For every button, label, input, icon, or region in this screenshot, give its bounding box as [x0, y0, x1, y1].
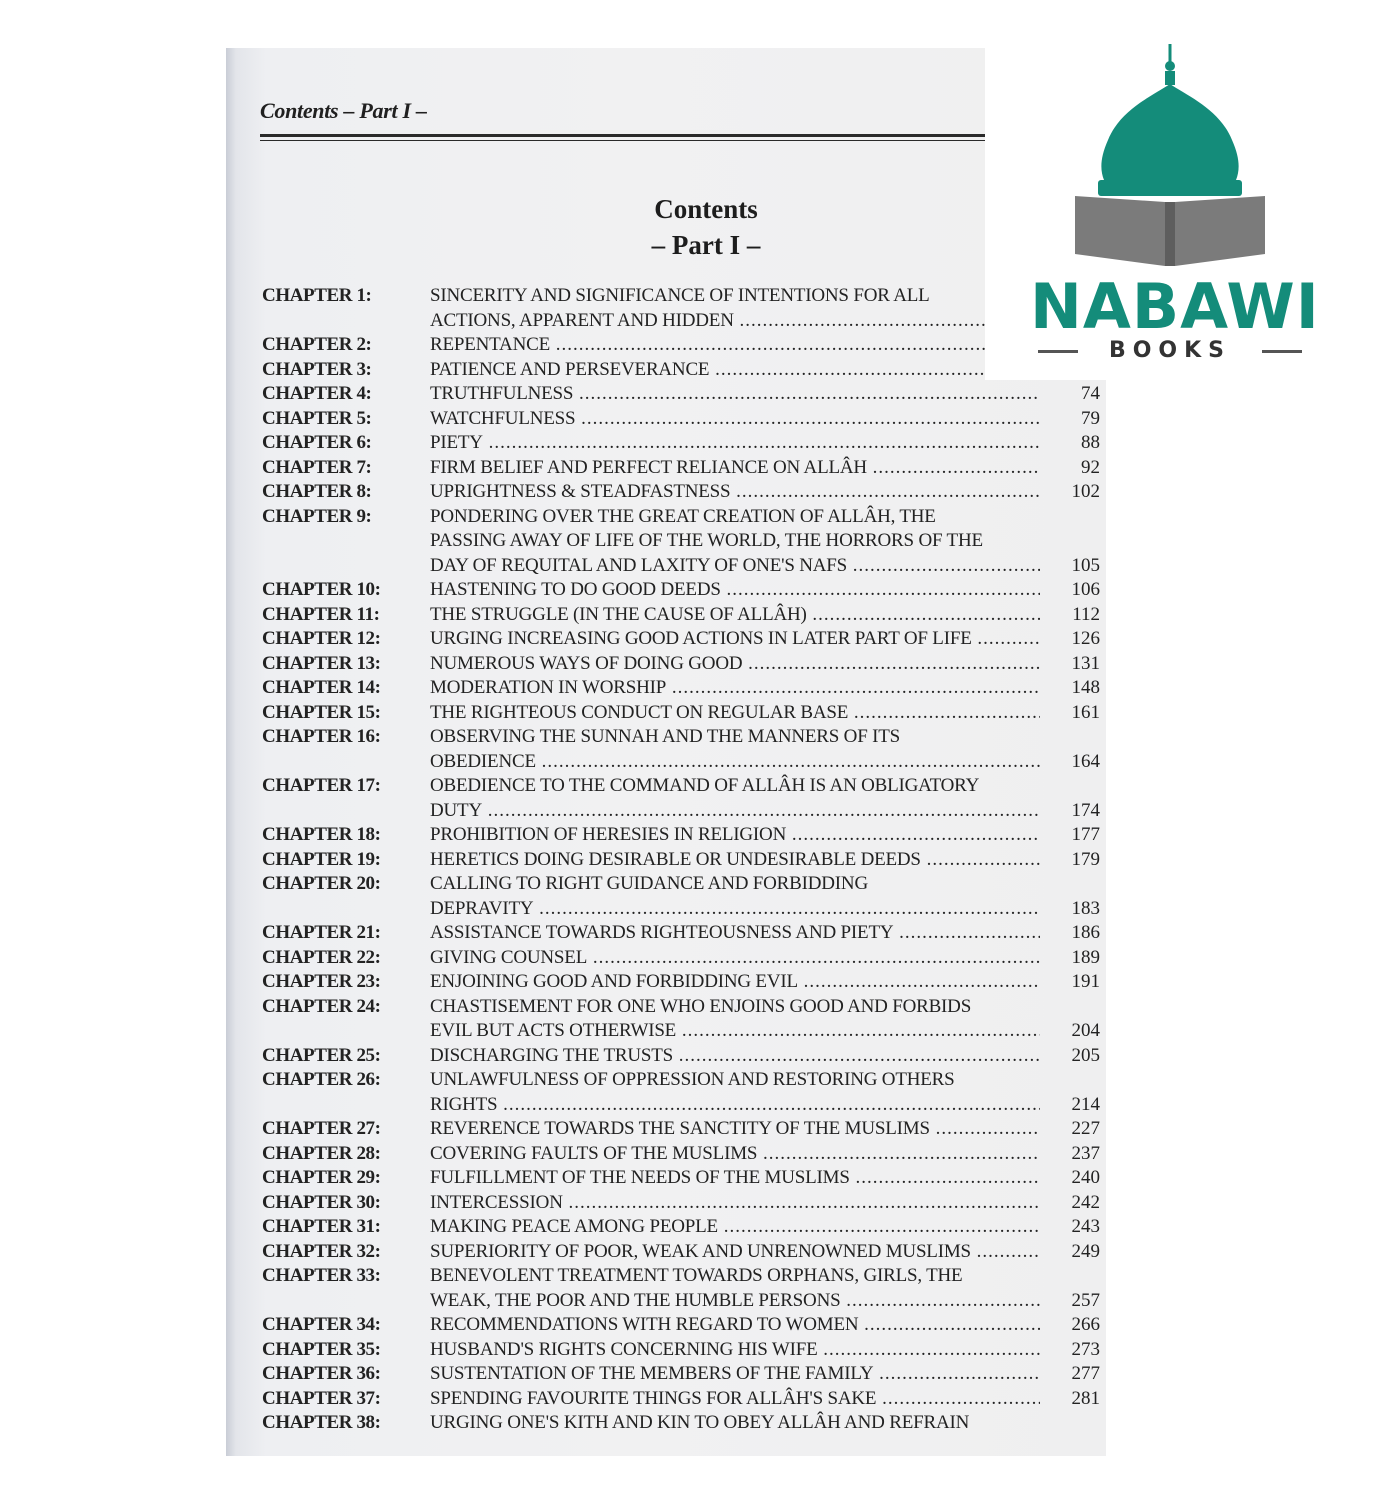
toc-entry: [262, 358, 1102, 383]
toc-entry: [262, 1215, 1102, 1240]
chapter-number: CHAPTER 26:: [262, 1069, 381, 1090]
toc-entry: [262, 970, 1102, 995]
book-page: [226, 48, 1106, 1456]
toc-entry: [262, 333, 1102, 358]
page-number: 237: [1071, 1142, 1100, 1164]
toc-entry: [262, 774, 1102, 799]
toc-entry: [262, 456, 1102, 481]
page-number: 205: [1071, 1044, 1100, 1066]
page-number: 106: [1071, 579, 1100, 600]
toc-entry: [262, 627, 1102, 652]
page-number: 249: [1071, 1240, 1100, 1262]
toc-entry: [262, 480, 1102, 505]
chapter-number: CHAPTER 29:: [262, 1167, 381, 1188]
chapter-title: WEAK, THE POOR AND THE HUMBLE PERSONS .....: [430, 1289, 1040, 1314]
chapter-title: URGING ONE'S KITH AND KIN TO OBEY ALLÂH AND REFRAIN: [430, 1412, 970, 1433]
chapter-number: CHAPTER 1:: [262, 285, 372, 306]
page-number: 281: [1071, 1387, 1100, 1409]
chapter-number: CHAPTER 21:: [262, 922, 381, 943]
toc-entry: [262, 1338, 1102, 1363]
chapter-number: CHAPTER 7:: [262, 456, 372, 478]
page-number: 105: [1071, 554, 1100, 576]
chapter-number: CHAPTER 22:: [262, 946, 381, 968]
chapter-title: DAY OF REQUITAL AND LAXITY OF ONE'S NAFS .....: [430, 554, 1040, 579]
chapter-number: CHAPTER 20:: [262, 873, 381, 894]
chapter-title: SPENDING FAVOURITE THINGS FOR ALLÂH'S SAKE .....: [430, 1387, 1040, 1412]
chapter-title: ACTIONS, APPARENT AND HIDDEN .....: [430, 309, 1040, 334]
toc-entry: [262, 1093, 1102, 1118]
chapter-title: DUTY .....: [430, 799, 1040, 824]
toc-entry: [262, 529, 1102, 554]
chapter-number: CHAPTER 16:: [262, 726, 381, 747]
open-book-icon: [1075, 196, 1265, 266]
chapter-title: SUPERIORITY OF POOR, WEAK AND UNRENOWNED MUSLIMS .....: [430, 1240, 1040, 1265]
header-rule: [260, 134, 1100, 137]
page-number: 243: [1071, 1216, 1100, 1237]
chapter-number: CHAPTER 10:: [262, 579, 381, 600]
chapter-number: CHAPTER 30:: [262, 1191, 381, 1213]
chapter-number: CHAPTER 34:: [262, 1314, 381, 1335]
chapter-number: CHAPTER 8:: [262, 481, 372, 502]
chapter-number: CHAPTER 33:: [262, 1265, 381, 1286]
header-rule-thin: [260, 140, 1100, 141]
chapter-title: NUMEROUS WAYS OF DOING GOOD .....: [430, 652, 1040, 677]
dome-icon: [1098, 44, 1242, 196]
page-number: 74: [1081, 383, 1100, 404]
chapter-title: MAKING PEACE AMONG PEOPLE .....: [430, 1215, 1040, 1240]
toc-entry: [262, 1044, 1102, 1069]
toc-entry: [262, 995, 1102, 1020]
page-number: 266: [1071, 1314, 1100, 1335]
chapter-title: REVERENCE TOWARDS THE SANCTITY OF THE MUSLIMS .....: [430, 1117, 1040, 1142]
chapter-number: CHAPTER 31:: [262, 1216, 381, 1237]
toc-entry: [262, 382, 1102, 407]
toc-entry: [262, 1264, 1102, 1289]
chapter-number: CHAPTER 24:: [262, 995, 381, 1017]
chapter-number: CHAPTER 6:: [262, 432, 372, 453]
page-number: 174: [1071, 799, 1100, 821]
chapter-title: RECOMMENDATIONS WITH REGARD TO WOMEN .....: [430, 1313, 1040, 1338]
toc-entry: [262, 1289, 1102, 1314]
chapter-title: OBSERVING THE SUNNAH AND THE MANNERS OF ITS: [430, 726, 901, 747]
chapter-number: CHAPTER 36:: [262, 1363, 381, 1384]
chapter-number: CHAPTER 19:: [262, 848, 381, 870]
page-number: 164: [1071, 750, 1100, 772]
page-number: 92: [1081, 456, 1100, 478]
chapter-title: MODERATION IN WORSHIP .....: [430, 676, 1040, 701]
toc-entry: [262, 823, 1102, 848]
toc-entry: [262, 1191, 1102, 1216]
toc-entry: [262, 578, 1102, 603]
toc-entry: [262, 1240, 1102, 1265]
chapter-number: CHAPTER 5:: [262, 407, 372, 429]
page-number: 189: [1071, 946, 1100, 968]
chapter-title: RIGHTS .....: [430, 1093, 1040, 1118]
chapter-title: PROHIBITION OF HERESIES IN RELIGION .....: [430, 823, 1040, 848]
chapter-title: HASTENING TO DO GOOD DEEDS .....: [430, 578, 1040, 603]
toc-entry: [262, 1411, 1102, 1436]
chapter-title: HUSBAND'S RIGHTS CONCERNING HIS WIFE .....: [430, 1338, 1040, 1363]
toc-entry: [262, 1142, 1102, 1167]
chapter-title: FULFILLMENT OF THE NEEDS OF THE MUSLIMS .....: [430, 1166, 1040, 1191]
chapter-title: PONDERING OVER THE GREAT CREATION OF ALLÂH, THE: [430, 505, 936, 527]
page-number: 191: [1071, 971, 1100, 992]
page-number: 112: [1072, 603, 1100, 625]
chapter-number: CHAPTER 15:: [262, 701, 381, 723]
chapter-title: PATIENCE AND PERSEVERANCE .....: [430, 358, 1040, 383]
page-number: 126: [1071, 628, 1100, 649]
page-number: 148: [1071, 677, 1100, 698]
table-of-contents: [262, 284, 1102, 1436]
page-number: 161: [1071, 701, 1100, 723]
page-number: 102: [1071, 481, 1100, 502]
toc-entry: [262, 1387, 1102, 1412]
toc-entry: [262, 872, 1102, 897]
toc-entry: [262, 750, 1102, 775]
page-number: 240: [1071, 1167, 1100, 1188]
chapter-number: CHAPTER 23:: [262, 971, 381, 992]
toc-entry: [262, 946, 1102, 971]
toc-title: Contents: [654, 194, 758, 224]
chapter-title: CALLING TO RIGHT GUIDANCE AND FORBIDDING: [430, 873, 868, 894]
running-head: Contents – Part I –: [260, 98, 427, 123]
chapter-number: CHAPTER 38:: [262, 1412, 381, 1433]
chapter-title: CHASTISEMENT FOR ONE WHO ENJOINS GOOD AND FORBIDS: [430, 995, 972, 1017]
toc-entry: [262, 431, 1102, 456]
toc-entry: [262, 284, 1102, 309]
page-number: 177: [1071, 824, 1100, 845]
chapter-title: SUSTENTATION OF THE MEMBERS OF THE FAMILY .....: [430, 1362, 1040, 1387]
chapter-title: THE STRUGGLE (IN THE CAUSE OF ALLÂH) .....: [430, 603, 1040, 628]
chapter-number: CHAPTER 37:: [262, 1387, 381, 1409]
chapter-number: CHAPTER 17:: [262, 775, 381, 796]
chapter-number: CHAPTER 32:: [262, 1240, 381, 1262]
toc-entry: [262, 676, 1102, 701]
toc-entry: [262, 725, 1102, 750]
page-number: 273: [1071, 1338, 1100, 1360]
chapter-title: DISCHARGING THE TRUSTS .....: [430, 1044, 1040, 1069]
toc-entry: [262, 1068, 1102, 1093]
chapter-title: BENEVOLENT TREATMENT TOWARDS ORPHANS, GIRLS, THE: [430, 1265, 963, 1286]
chapter-title: INTERCESSION .....: [430, 1191, 1040, 1216]
toc-entry: [262, 1362, 1102, 1387]
chapter-number: CHAPTER 11:: [262, 603, 380, 625]
chapter-title: OBEDIENCE .....: [430, 750, 1040, 775]
chapter-title: URGING INCREASING GOOD ACTIONS IN LATER PART OF LIFE .....: [430, 627, 1040, 652]
toc-entry: [262, 1019, 1102, 1044]
brand-name: NABAWI: [1030, 270, 1320, 343]
chapter-number: CHAPTER 4:: [262, 383, 372, 404]
chapter-title: PASSING AWAY OF LIFE OF THE WORLD, THE HORRORS OF THE: [430, 530, 983, 551]
chapter-title: COVERING FAULTS OF THE MUSLIMS .....: [430, 1142, 1040, 1167]
page-number: 242: [1071, 1191, 1100, 1213]
toc-entry: [262, 1313, 1102, 1338]
chapter-number: CHAPTER 18:: [262, 824, 381, 845]
chapter-title: REPENTANCE .....: [430, 333, 1040, 358]
chapter-number: CHAPTER 14:: [262, 677, 381, 698]
page-number: 227: [1071, 1118, 1100, 1139]
chapter-title: SINCERITY AND SIGNIFICANCE OF INTENTIONS FOR ALL: [430, 285, 930, 306]
chapter-title: EVIL BUT ACTS OTHERWISE .....: [430, 1019, 1040, 1044]
brand-subtitle: BOOKS: [1108, 338, 1232, 363]
toc-entry: [262, 799, 1102, 824]
toc-entry: [262, 554, 1102, 579]
toc-entry: [262, 921, 1102, 946]
chapter-number: CHAPTER 13:: [262, 652, 381, 674]
chapter-number: CHAPTER 28:: [262, 1142, 381, 1164]
chapter-title: ENJOINING GOOD AND FORBIDDING EVIL .....: [430, 970, 1040, 995]
page-number: 79: [1081, 407, 1100, 429]
page-number: 183: [1071, 897, 1100, 919]
page-number: 277: [1071, 1363, 1100, 1384]
toc-entry: [262, 505, 1102, 530]
chapter-number: CHAPTER 2:: [262, 334, 372, 355]
chapter-title: OBEDIENCE TO THE COMMAND OF ALLÂH IS AN OBLIGATORY: [430, 775, 980, 796]
chapter-number: CHAPTER 12:: [262, 628, 381, 649]
toc-entry: [262, 848, 1102, 873]
page-number: 204: [1071, 1020, 1100, 1041]
toc-entry: [262, 407, 1102, 432]
toc-entry: [262, 701, 1102, 726]
page-number: 186: [1071, 922, 1100, 943]
page-number: 88: [1081, 432, 1100, 453]
toc-entry: [262, 897, 1102, 922]
chapter-title: THE RIGHTEOUS CONDUCT ON REGULAR BASE .....: [430, 701, 1040, 726]
page-number: 214: [1071, 1093, 1100, 1115]
page-number: 179: [1071, 848, 1100, 870]
chapter-number: CHAPTER 27:: [262, 1118, 381, 1139]
page-number: 131: [1071, 652, 1100, 674]
toc-entry: [262, 652, 1102, 677]
toc-entry: [262, 309, 1102, 334]
toc-subtitle: – Part I –: [651, 230, 761, 260]
chapter-title: GIVING COUNSEL .....: [430, 946, 1040, 971]
chapter-number: CHAPTER 25:: [262, 1044, 381, 1066]
toc-entry: [262, 1166, 1102, 1191]
page-number: 257: [1071, 1289, 1100, 1311]
chapter-title: UPRIGHTNESS & STEADFASTNESS .....: [430, 480, 1040, 505]
chapter-number: CHAPTER 3:: [262, 358, 372, 380]
toc-entry: [262, 1117, 1102, 1142]
chapter-title: WATCHFULNESS .....: [430, 407, 1040, 432]
toc-entry: [262, 603, 1102, 628]
chapter-title: PIETY .....: [430, 431, 1040, 456]
chapter-title: TRUTHFULNESS .....: [430, 382, 1040, 407]
chapter-number: CHAPTER 35:: [262, 1338, 381, 1360]
chapter-title: DEPRAVITY .....: [430, 897, 1040, 922]
chapter-title: HERETICS DOING DESIRABLE OR UNDESIRABLE DEEDS .....: [430, 848, 1040, 873]
chapter-number: CHAPTER 9:: [262, 505, 372, 527]
chapter-title: UNLAWFULNESS OF OPPRESSION AND RESTORING OTHERS: [430, 1069, 955, 1090]
chapter-title: FIRM BELIEF AND PERFECT RELIANCE ON ALLÂH .....: [430, 456, 1040, 481]
chapter-title: ASSISTANCE TOWARDS RIGHTEOUSNESS AND PIETY .....: [430, 921, 1040, 946]
